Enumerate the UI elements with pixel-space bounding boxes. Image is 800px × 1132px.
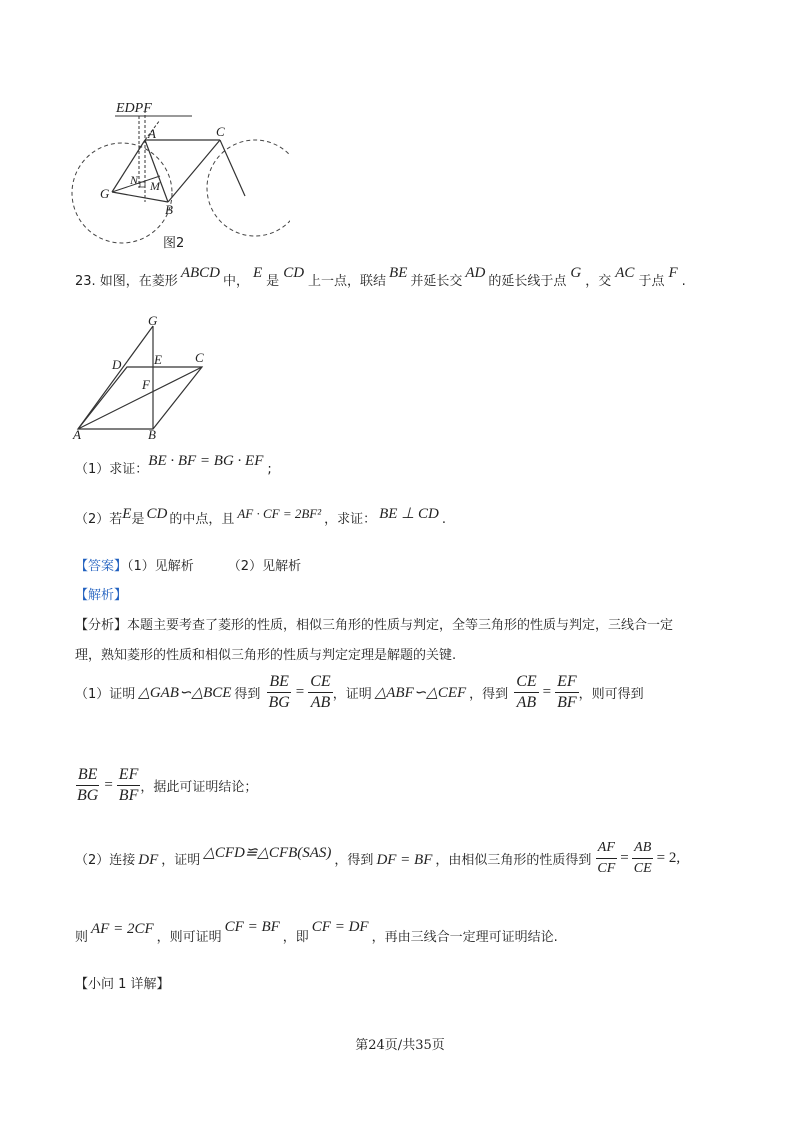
s1b-eq: = <box>104 777 113 793</box>
figure-23-rhombus <box>65 312 225 442</box>
q23-t-at: 于点 <box>638 274 665 289</box>
fig2-top-label: EDPF <box>116 101 152 116</box>
s2-t4: ，由相似三角形的性质得到 <box>435 853 592 868</box>
s2-t1: （2）连接 <box>75 853 136 868</box>
part1-label: （1）求证： <box>75 462 149 477</box>
s1b-frac-2: $\frac{EF}{BF}$ <box>118 766 139 804</box>
q23-g: G <box>570 265 582 281</box>
answer-text-2: （2）见解析 <box>227 559 302 574</box>
fig23-label-B: B <box>148 427 156 442</box>
fig23-label-A: A <box>73 427 81 442</box>
part1-expr: BE · BF = BG · EF <box>148 453 264 469</box>
s2-df: DF <box>138 852 159 868</box>
fig2-label-N: N <box>130 173 139 187</box>
solution-1-line <box>75 672 644 713</box>
s2-eq: = <box>620 850 629 866</box>
q23-t-point: 上一点，联结 <box>308 274 387 289</box>
part2-e: E <box>122 506 132 522</box>
s1-t2: 得到 <box>234 687 261 702</box>
part2-cond: AF · CF = 2BF² <box>237 506 322 521</box>
s1-sim1: △GAB∽△BCE <box>138 685 232 701</box>
q23-f: F <box>668 265 678 281</box>
fig2-label-C: C <box>216 124 225 139</box>
answer-line <box>75 555 301 574</box>
s1b-frac-1: $\frac{BE}{BG}$ <box>77 766 99 804</box>
answer-tag: 【答案】 <box>75 559 128 574</box>
question-23 <box>75 265 686 290</box>
fig2-label-A: A <box>148 126 156 141</box>
q23-be: BE <box>389 265 408 281</box>
fenxi-line-1 <box>75 614 673 633</box>
q23-ac: AC <box>615 265 635 281</box>
s1-frac-1: $\frac{BE}{BG}$ <box>268 673 290 711</box>
s1-eq: = <box>295 684 305 700</box>
fig23-label-F: F <box>142 377 150 392</box>
q23-ad: AD <box>465 265 486 281</box>
part1-end: ; <box>267 462 272 477</box>
fig23-label-D: D <box>112 357 122 372</box>
fenxi-text-1: 本题主要考查了菱形的性质，相似三角形的性质与判定，全等三角形的性质与判定，三线合一定 <box>127 618 674 633</box>
s1-frac-2: $\frac{CE}{AB}$ <box>310 673 331 711</box>
analysis-tag: 【解析】 <box>75 588 128 603</box>
s2-tail: = 2, <box>656 850 681 866</box>
page-footer: 第24页/共35页 <box>355 1038 445 1053</box>
s2b-eq2: CF = BF <box>224 919 280 935</box>
s1-t5: ，则可得到 <box>578 687 644 702</box>
part2-cd: CD <box>146 506 168 522</box>
s2-frac-2: $\frac{AB}{CE}$ <box>633 840 652 876</box>
s1-sim2: △ABF∽△CEF <box>374 685 467 701</box>
q23-t-in: 中， <box>222 274 249 289</box>
part2-t-mid: 的中点，且 <box>169 512 235 527</box>
q23-prefix: 23. 如图，在菱形 <box>75 274 178 289</box>
part2-t-prove: ，求证： <box>324 512 377 527</box>
s2-eq1: DF = BF <box>376 852 433 868</box>
part2-t-is: 是 <box>131 512 145 527</box>
solution-1b-line <box>75 765 257 806</box>
part2-goal: BE ⊥ CD <box>379 506 439 522</box>
s1-t3: ，证明 <box>332 687 372 702</box>
s2-t2: ，证明 <box>161 853 201 868</box>
s2b-eq1: AF = 2CF <box>91 921 154 937</box>
fig2-label-B: B <box>165 202 173 217</box>
q23-t-extline: 的延长线于点 <box>488 274 567 289</box>
q23-abcd: ABCD <box>180 265 220 281</box>
s2-t3: ，得到 <box>334 853 374 868</box>
part-1 <box>75 453 272 478</box>
answer-text-1: （1）见解析 <box>127 559 194 574</box>
fig2-label-G: G <box>100 186 110 201</box>
q23-cd: CD <box>283 265 305 281</box>
q23-t-end: . <box>681 274 686 289</box>
fig23-label-C: C <box>195 350 204 365</box>
part-2 <box>75 508 446 528</box>
fig23-label-G: G <box>148 313 158 328</box>
s1b-text: ，据此可证明结论； <box>140 780 258 795</box>
fig23-label-E: E <box>154 352 162 367</box>
fig2-label-M: M <box>150 179 160 193</box>
part2-end: . <box>441 512 447 527</box>
s2b-t2: ，则可证明 <box>156 930 222 945</box>
fenxi-text-2: 理，熟知菱形的性质和相似三角形的性质与判定定理是解题的关键. <box>75 648 457 663</box>
q23-t-is: 是 <box>266 274 280 289</box>
s1-eq-2: = <box>542 684 552 700</box>
xiaowen-1-heading: 【小问 1 详解】 <box>75 977 170 992</box>
s2-cong: △CFD≌△CFB(SAS) <box>203 845 332 861</box>
figure-2-caption: 图2 <box>163 236 185 251</box>
fenxi-tag: 【分析】 <box>75 618 128 633</box>
s1-frac-4: $\frac{EF}{BF}$ <box>557 673 577 711</box>
s2b-t4: ，再由三线合一定理可证明结论. <box>371 930 558 945</box>
s1-frac-3: $\frac{CE}{AB}$ <box>516 673 537 711</box>
s2b-t3: ，即 <box>282 930 309 945</box>
part2-label: （2）若 <box>75 512 123 527</box>
s2b-t1: 则 <box>75 930 89 945</box>
q23-t-cross: ，交 <box>585 274 612 289</box>
solution-2-line <box>75 838 680 879</box>
s1-t1: （1）证明 <box>75 687 136 702</box>
s1-t4: ，得到 <box>469 687 509 702</box>
s2-frac-1: $\frac{AF}{CF}$ <box>597 840 616 876</box>
solution-2b-line <box>75 919 558 946</box>
s2b-eq3: CF = DF <box>311 919 369 935</box>
q23-e: E <box>253 265 263 281</box>
q23-t-ext: 并延长交 <box>410 274 463 289</box>
